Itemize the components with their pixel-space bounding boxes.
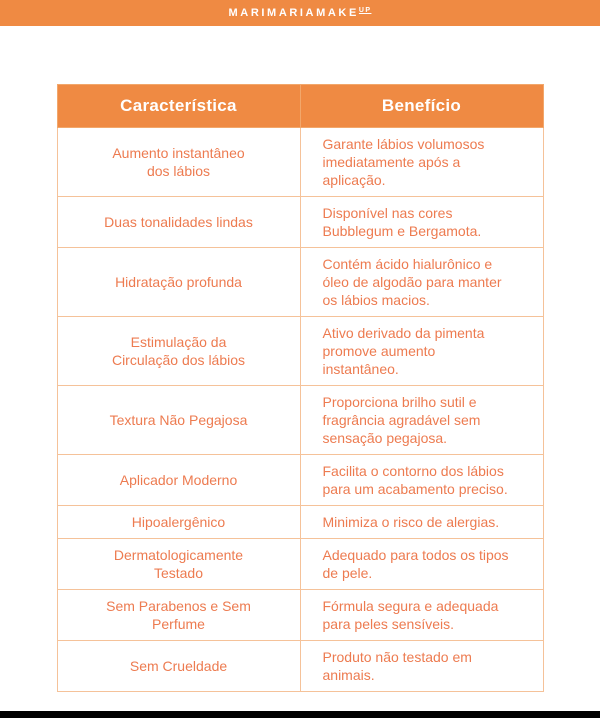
- brand-topbar: [0, 0, 600, 26]
- table-row: [57, 506, 543, 539]
- feature-cell: Sem Parabenos e Sem Perfume: [57, 590, 300, 641]
- table-row: [57, 197, 543, 248]
- feature-cell: Estimulação da Circulação dos lábios: [57, 317, 300, 386]
- table-row: [57, 455, 543, 506]
- feature-cell: Sem Crueldade: [57, 641, 300, 692]
- column-header-feature: Característica: [57, 85, 300, 128]
- table-header-row: [57, 85, 543, 128]
- table-header: [57, 85, 543, 128]
- features-table-container: [57, 84, 544, 692]
- benefit-cell: Minimiza o risco de alergias.: [300, 506, 543, 539]
- brand-logo-text: MARIMARIAMAKE: [228, 7, 359, 19]
- feature-cell: Textura Não Pegajosa: [57, 386, 300, 455]
- feature-cell: Dermatologicamente Testado: [57, 539, 300, 590]
- benefit-cell: Adequado para todos os tipos de pele.: [300, 539, 543, 590]
- benefit-cell: Fórmula segura e adequada para peles sensíveis.: [300, 590, 543, 641]
- table-body: [57, 128, 543, 692]
- benefit-cell: Ativo derivado da pimenta promove aumento instantâneo.: [300, 317, 543, 386]
- benefit-cell: Garante lábios volumosos imediatamente após a aplicação.: [300, 128, 543, 197]
- table-row: [57, 317, 543, 386]
- feature-cell: Aumento instantâneo dos lábios: [57, 128, 300, 197]
- feature-cell: Hidratação profunda: [57, 248, 300, 317]
- table-row: [57, 248, 543, 317]
- benefit-cell: Contém ácido hialurônico e óleo de algodão para manter os lábios macios.: [300, 248, 543, 317]
- footer-black-bar: [0, 711, 600, 718]
- feature-cell: Aplicador Moderno: [57, 455, 300, 506]
- benefit-cell: Proporciona brilho sutil e fragrância agradável sem sensação pegajosa.: [300, 386, 543, 455]
- feature-cell: Duas tonalidades lindas: [57, 197, 300, 248]
- table-row: [57, 641, 543, 692]
- benefit-cell: Facilita o contorno dos lábios para um acabamento preciso.: [300, 455, 543, 506]
- features-benefits-table: [57, 84, 544, 692]
- feature-cell: Hipoalergênico: [57, 506, 300, 539]
- brand-logo: [229, 7, 372, 19]
- column-header-benefit: Benefício: [300, 85, 543, 128]
- table-row: [57, 539, 543, 590]
- table-row: [57, 386, 543, 455]
- benefit-cell: Disponível nas cores Bubblegum e Bergamota.: [300, 197, 543, 248]
- table-row: [57, 128, 543, 197]
- table-row: [57, 590, 543, 641]
- benefit-cell: Produto não testado em animais.: [300, 641, 543, 692]
- brand-logo-superscript: UP: [358, 7, 372, 14]
